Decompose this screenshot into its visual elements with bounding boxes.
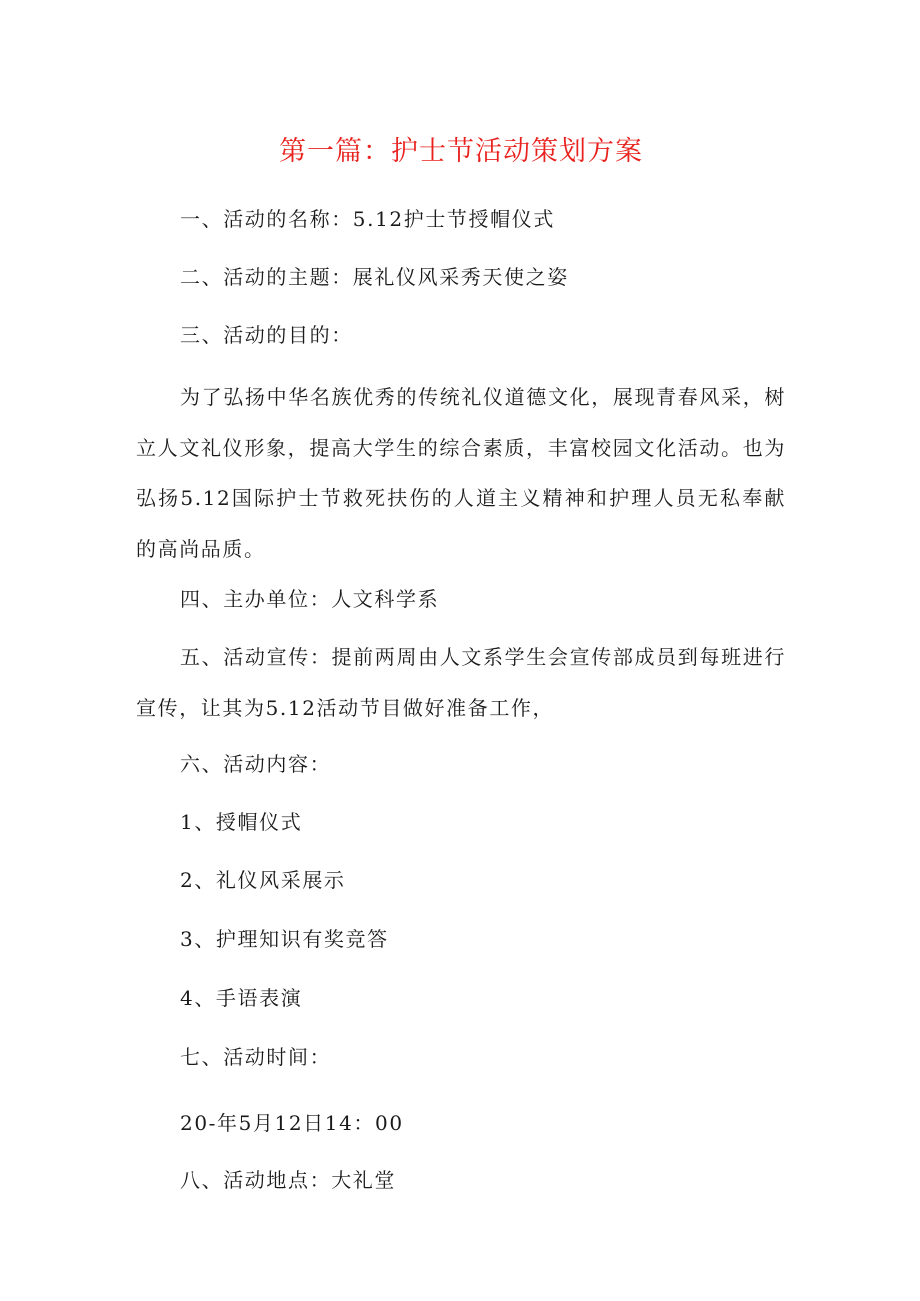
activity-purpose-heading: 三、活动的目的： xyxy=(180,323,353,347)
content-item-3: 3、护理知识有奖竞答 xyxy=(180,927,389,951)
content-heading: 六、活动内容： xyxy=(180,752,332,776)
publicity-paragraph: 五、活动宣传：提前两周由人文系学生会宣传部成员到每班进行宣传，让其为5.12活动节目做好准备工作， xyxy=(136,645,786,720)
time-heading: 七、活动时间： xyxy=(180,1045,332,1069)
organizer-line: 四、主办单位：人文科学系 xyxy=(180,587,440,611)
activity-name-line: 一、活动的名称：5.12护士节授帽仪式 xyxy=(180,207,555,231)
time-value: 20-年5月12日14：00 xyxy=(180,1111,404,1135)
venue-line: 八、活动地点：大礼堂 xyxy=(180,1168,396,1192)
content-item-2: 2、礼仪风采展示 xyxy=(180,868,346,892)
content-item-1: 1、授帽仪式 xyxy=(180,810,303,834)
activity-theme-line: 二、活动的主题：展礼仪风采秀天使之姿 xyxy=(180,265,569,289)
content-item-4: 4、手语表演 xyxy=(180,986,303,1010)
document-title: 第一篇：护士节活动策划方案 xyxy=(279,136,643,167)
activity-purpose-paragraph: 为了弘扬中华名族优秀的传统礼仪道德文化，展现青春风采，树立人文礼仪形象，提高大学生的综合素质，丰富校园文化活动。也为弘扬5.12国际护士节救死扶伤的人道主义精神和护理人员无私奉献的高尚品质。 xyxy=(136,385,786,561)
